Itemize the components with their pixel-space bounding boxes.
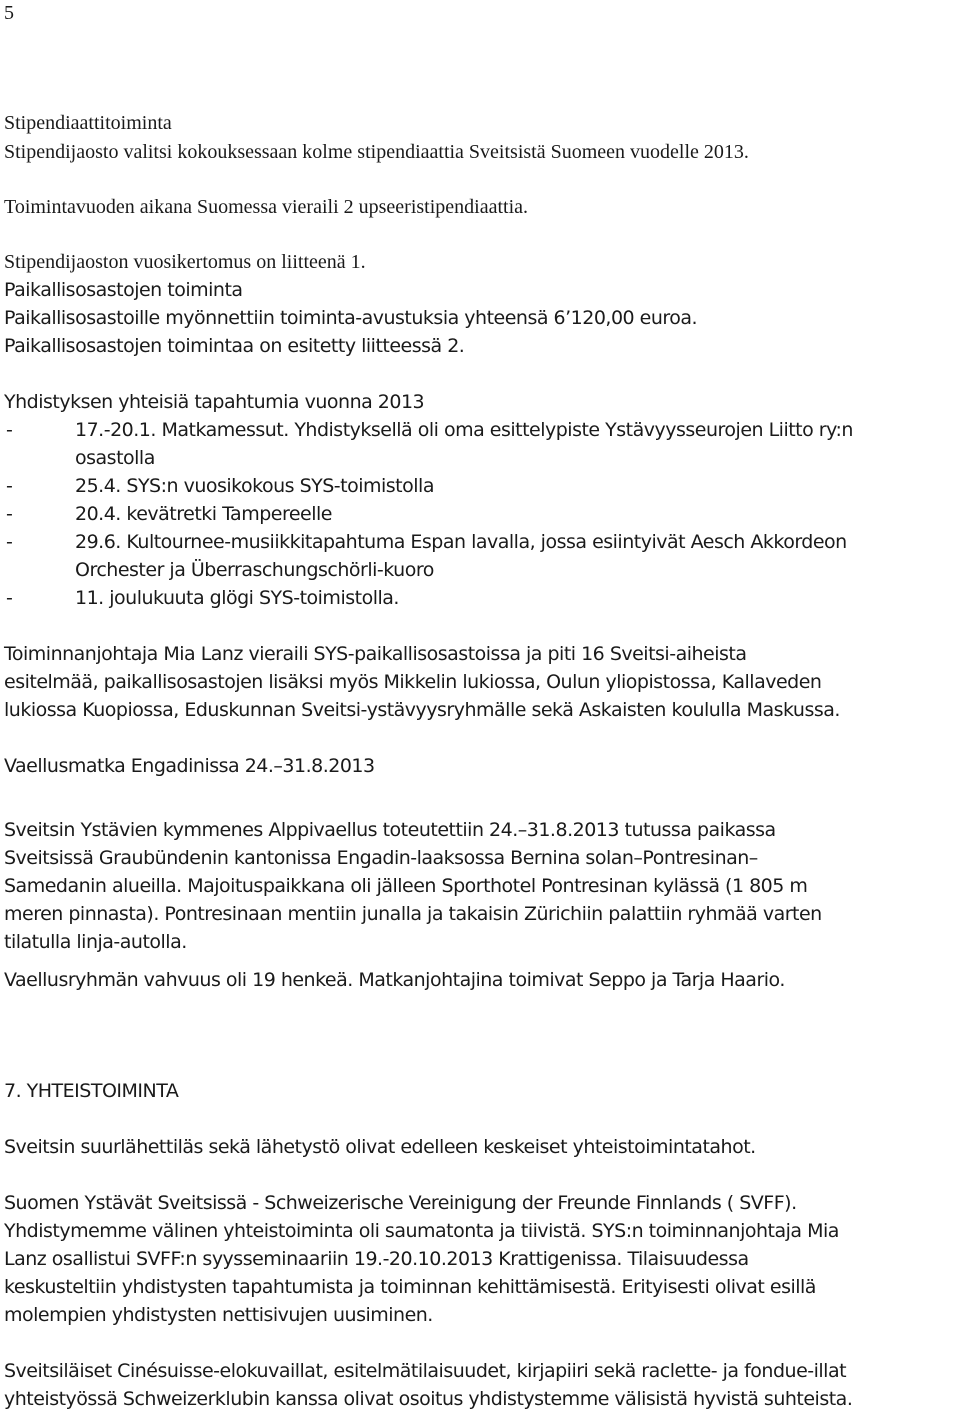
local-line-2: Paikallisosastojen toimintaa on esitetty liitteessä 2. — [4, 335, 465, 357]
cooperation-p2-line-2: Yhdistymemme välinen yhteistoiminta oli saumatonta ja tiivistä. SYS:n toiminnanjohtaja Mia — [4, 1220, 839, 1242]
event-item-5: 11. joulukuuta glögi SYS-toimistolla. — [75, 587, 399, 609]
stipend-line-2: Toimintavuoden aikana Suomessa vieraili 2 upseeristipendiaattia. — [4, 196, 529, 218]
cooperation-p2-line-3: Lanz osallistui SVFF:n syysseminaariin 19.-20.10.2013 Krattigenissa. Tilaisuudessa — [4, 1248, 749, 1270]
local-line-1: Paikallisosastoille myönnettiin toiminta-avustuksia yhteensä 6’120,00 euroa. — [4, 307, 698, 329]
event-item-1-line-1: 17.-20.1. Matkamessut. Yhdistyksellä oli oma esittelypiste Ystävyysseurojen Liitto ry:n — [75, 419, 853, 441]
hike-heading: Vaellusmatka Engadinissa 24.–31.8.2013 — [4, 755, 375, 777]
event-item-4-line-2: Orchester ja Überraschungschörli-kuoro — [75, 559, 434, 581]
event-dash: - — [6, 531, 13, 553]
director-line-3: lukiossa Kuopiossa, Eduskunnan Sveitsi-ystävyysryhmälle sekä Askaisten koululla Maskussa. — [4, 699, 840, 721]
page-number: 5 — [4, 2, 14, 24]
local-heading: Paikallisosastojen toiminta — [4, 279, 243, 301]
cooperation-p3-line-2: yhteistyössä Schweizerklubin kanssa olivat osoitus yhdistystemme välisistä hyvistä suhteista. — [4, 1388, 853, 1410]
event-dash: - — [6, 587, 13, 609]
cooperation-p2-line-5: molempien yhdistysten nettisivujen uusiminen. — [4, 1304, 433, 1326]
hike-line-1: Sveitsin Ystävien kymmenes Alppivaellus toteutettiin 24.–31.8.2013 tutussa paikassa — [4, 819, 776, 841]
cooperation-heading: 7. YHTEISTOIMINTA — [4, 1080, 179, 1102]
event-item-4-line-1: 29.6. Kultournee-musiikkitapahtuma Espan lavalla, jossa esiintyivät Aesch Akkordeon — [75, 531, 847, 553]
stipend-line-3: Stipendijaoston vuosikertomus on liitteenä 1. — [4, 251, 366, 273]
event-dash: - — [6, 503, 13, 525]
event-dash: - — [6, 419, 13, 441]
cooperation-line-1: Sveitsin suurlähettiläs sekä lähetystö olivat edelleen keskeiset yhteistoimintatahot. — [4, 1136, 756, 1158]
hike-line-6: Vaellusryhmän vahvuus oli 19 henkeä. Matkanjohtajina toimivat Seppo ja Tarja Haario. — [4, 969, 785, 991]
director-line-2: esitelmää, paikallisosastojen lisäksi myös Mikkelin lukiossa, Oulun yliopistossa, Kallaveden — [4, 671, 822, 693]
director-line-1: Toiminnanjohtaja Mia Lanz vieraili SYS-paikallisosastoissa ja piti 16 Sveitsi-aiheista — [4, 643, 747, 665]
stipend-heading: Stipendiaattitoiminta — [4, 112, 172, 134]
events-heading: Yhdistyksen yhteisiä tapahtumia vuonna 2013 — [4, 391, 425, 413]
cooperation-p2-line-4: keskusteltiin yhdistysten tapahtumista ja toiminnan kehittämisestä. Erityisesti olivat esillä — [4, 1276, 816, 1298]
stipend-line-1: Stipendijaosto valitsi kokouksessaan kolme stipendiaattia Sveitsistä Suomeen vuodelle 2013. — [4, 141, 749, 163]
event-dash: - — [6, 475, 13, 497]
hike-line-3: Samedanin alueilla. Majoituspaikkana oli jälleen Sporthotel Pontresinan kylässä (1 805 m — [4, 875, 808, 897]
event-item-1-line-2: osastolla — [75, 447, 155, 469]
cooperation-p3-line-1: Sveitsiläiset Cinésuisse-elokuvaillat, esitelmätilaisuudet, kirjapiiri sekä raclette- ja fondue-illat — [4, 1360, 847, 1382]
cooperation-p2-line-1: Suomen Ystävät Sveitsissä - Schweizerische Vereinigung der Freunde Finnlands ( SVFF). — [4, 1192, 797, 1214]
event-item-3: 20.4. kevätretki Tampereelle — [75, 503, 332, 525]
event-item-2: 25.4. SYS:n vuosikokous SYS-toimistolla — [75, 475, 434, 497]
hike-line-5: tilatulla linja-autolla. — [4, 931, 187, 953]
hike-line-4: meren pinnasta). Pontresinaan mentiin junalla ja takaisin Zürichiin palattiin ryhmää varten — [4, 903, 822, 925]
hike-line-2: Sveitsissä Graubündenin kantonissa Engadin-laaksossa Bernina solan–Pontresinan– — [4, 847, 758, 869]
